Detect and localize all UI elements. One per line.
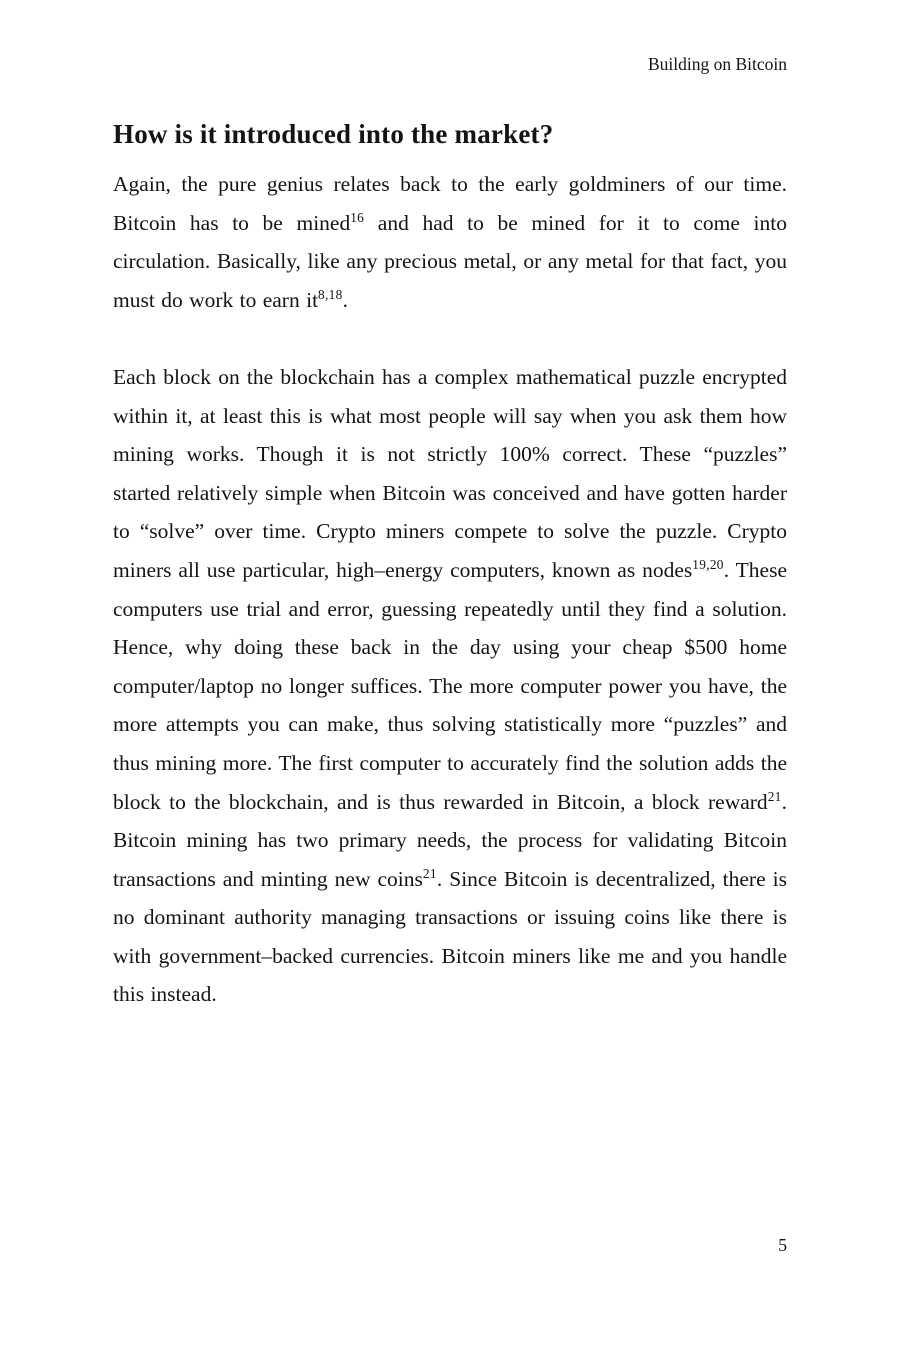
text-segment: . These computers use trial and error, guessing repeatedly until they find a solution. Hence, why doing these back in the day using your cheap $500 home computer/laptop no longer suffices. The more computer power you have, the more attempts you can make, thus solving statistically more “puzzles” and thus mining more. The first computer to accurately find the solution adds the block to the blockchain, and is thus rewarded in Bitcoin, a block reward	[113, 557, 787, 814]
footnote-reference: 21	[422, 865, 437, 881]
footnote-reference: 19,20	[692, 556, 724, 572]
text-segment: .	[342, 287, 348, 312]
footnote-reference: 21	[767, 788, 782, 804]
running-header: Building on Bitcoin	[647, 54, 787, 74]
body-paragraph	[113, 358, 787, 1014]
text-segment: Each block on the blockchain has a complex mathematical puzzle encrypted within it, at least this is what most people will say when you ask them how mining works. Though it is not strictly 100% correct. These “puzzles” started relatively simple when Bitcoin was conceived and have gotten harder to “solve” over time. Crypto miners compete to solve the puzzle. Crypto miners all use particular, high–energy computers, known as nodes	[113, 364, 787, 582]
text-segment: . Bitcoin mining has two primary needs, the process for validating Bitcoin transactions and minting new coins	[113, 789, 787, 891]
article-body	[113, 165, 787, 1014]
text-segment: . Since Bitcoin is decentralized, there is no dominant authority managing transactions or issuing coins like there is with government–backed currencies. Bitcoin miners like me and you handle this instead.	[113, 866, 787, 1007]
text-segment: Again, the pure genius relates back to the early goldminers of our time. Bitcoin has to be mined	[113, 172, 787, 235]
section-heading: How is it introduced into the market?	[113, 119, 554, 149]
footnote-reference: 16	[350, 209, 365, 225]
body-paragraph	[113, 165, 787, 319]
footnote-reference: 8,18	[318, 286, 343, 302]
text-segment: and had to be mined for it to come into circulation. Basically, like any precious metal, or any metal for that fact, you must do work to earn it	[113, 210, 787, 312]
page-number: 5	[778, 1235, 787, 1255]
